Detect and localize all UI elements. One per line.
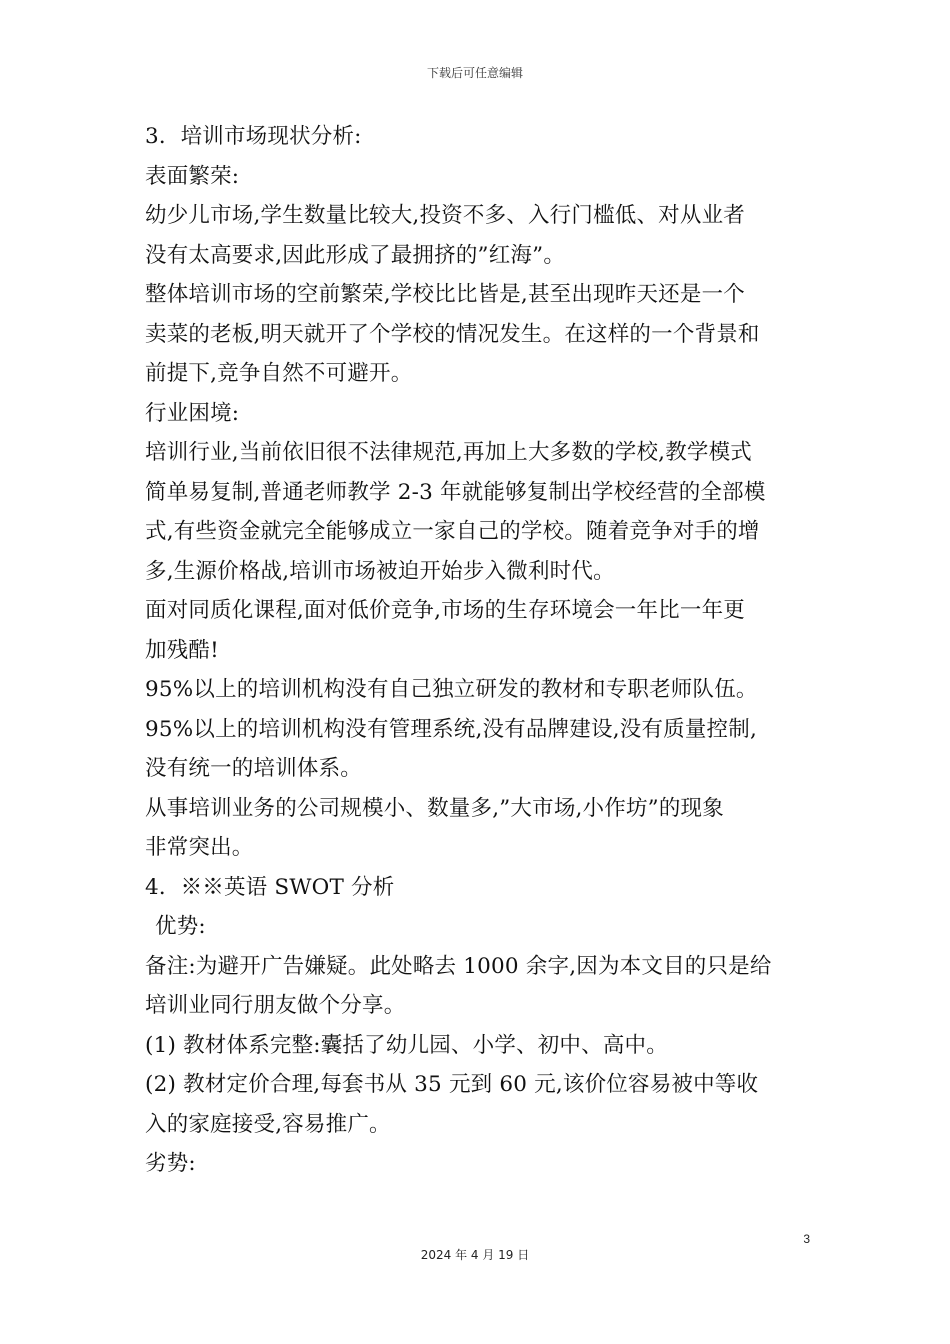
paragraph-line: 加残酷! [145,637,219,663]
subheading-industry-dilemma: 行业困境: [145,400,240,426]
paragraph-line: 没有统一的培训体系。 [145,756,363,781]
paragraph-line: 幼少儿市场,学生数量比较大,投资不多、入行门槛低、对从业者 [145,203,745,228]
list-item: (2) 教材定价合理,每套书从 35 元到 60 元,该价位容易被中等收 [145,1072,759,1097]
page-number: 3 [803,1232,810,1246]
paragraph-line: 备注:为避开广告嫌疑。此处略去 1000 余字,因为本文目的只是给 [145,953,772,979]
list-item: (1) 教材体系完整:囊括了幼儿园、小学、初中、高中。 [145,1032,668,1058]
document-body [145,117,815,1184]
paragraph-line: 非常突出。 [145,835,254,860]
subheading-surface-prosperity: 表面繁荣: [145,163,240,189]
section-heading-market-analysis: 3．培训市场现状分析: [145,124,362,149]
subheading-weaknesses: 劣势: [145,1151,196,1176]
paragraph-line: 培训业同行朋友做个分享。 [145,993,406,1018]
paragraph-line: 式,有些资金就完全能够成立一家自己的学校。随着竞争对手的增 [145,519,760,544]
subheading-strengths: 优势: [155,914,206,939]
paragraph-line: 简单易复制,普通老师教学 2-3 年就能够复制出学校经营的全部模 [145,479,766,505]
paragraph-line: 没有太高要求,因此形成了最拥挤的”红海”。 [145,242,566,268]
section-heading-swot: 4．※※英语 SWOT 分析 [145,874,395,900]
paragraph-line: 95%以上的培训机构没有管理系统,没有品牌建设,没有质量控制, [145,716,757,742]
paragraph-line: 从事培训业务的公司规模小、数量多,”大市场,小作坊”的现象 [145,795,724,821]
paragraph-line: 面对同质化课程,面对低价竞争,市场的生存环境会一年比一年更 [145,598,745,623]
paragraph-line: 多,生源价格战,培训市场被迫开始步入微利时代。 [145,558,615,584]
paragraph-line: 整体培训市场的空前繁荣,学校比比皆是,甚至出现昨天还是一个 [145,282,745,307]
page-header: 下载后可任意编辑 [426,66,523,80]
paragraph-line: 入的家庭接受,容易推广。 [145,1111,391,1137]
paragraph-line: 前提下,竞争自然不可避开。 [145,361,413,386]
paragraph-line: 卖菜的老板,明天就开了个学校的情况发生。在这样的一个背景和 [145,321,760,347]
paragraph-line: 培训行业,当前依旧很不法律规范,再加上大多数的学校,教学模式 [145,440,753,465]
paragraph-line: 95%以上的培训机构没有自己独立研发的教材和专职老师队伍。 [145,677,758,702]
page-footer-date: 2024 年 4 月 19 日 [420,1248,530,1262]
